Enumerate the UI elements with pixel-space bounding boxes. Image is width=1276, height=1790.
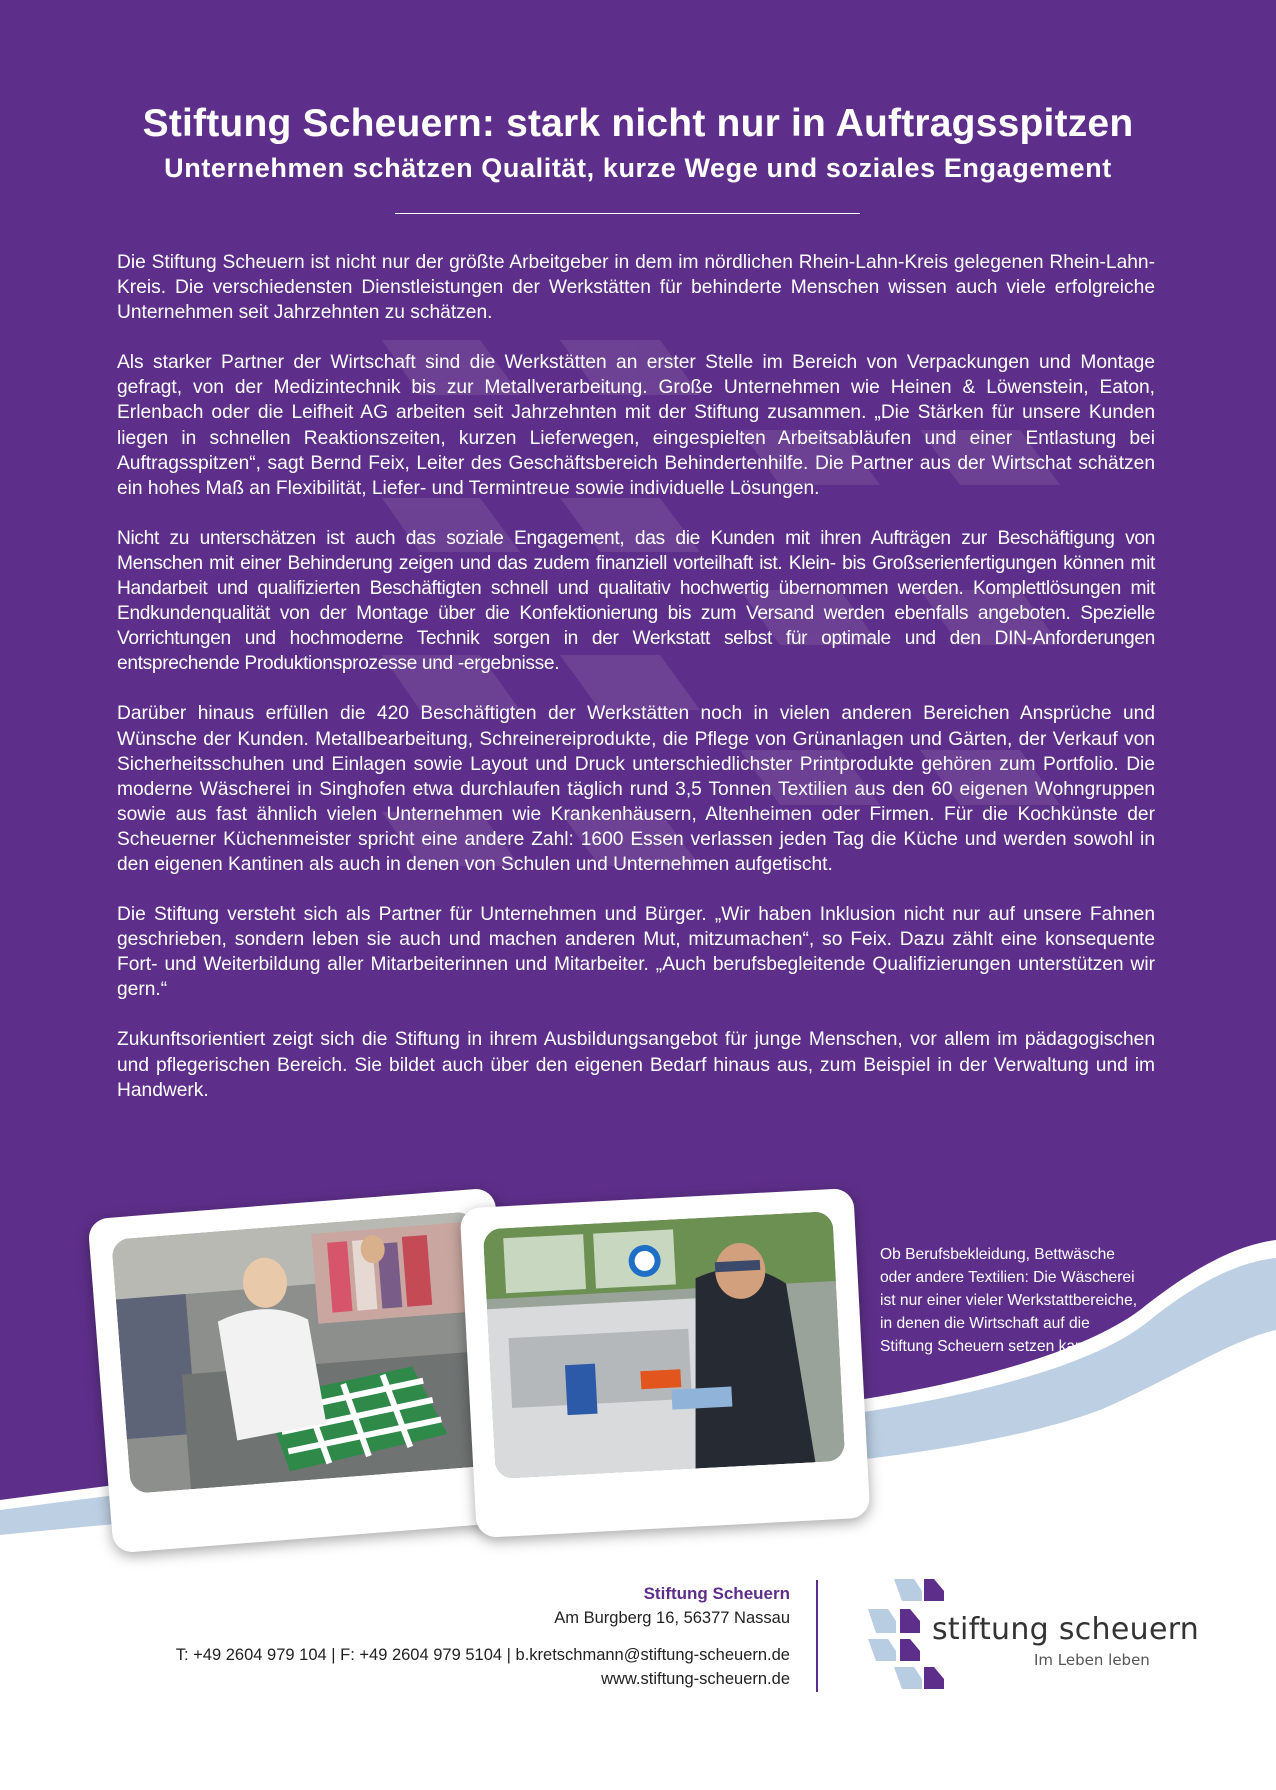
logo-tagline: Im Leben leben [1034, 1651, 1150, 1669]
headline-title: Stiftung Scheuern: stark nicht nur in Auftragsspitzen [142, 102, 1134, 145]
headline-subtitle: Unternehmen schätzen Qualität, kurze Wege und soziales Engagement [164, 153, 1112, 183]
logo-wordmark: stiftung scheuern [932, 1612, 1200, 1647]
contact-block [176, 1582, 790, 1691]
workshop-photo [483, 1211, 846, 1479]
caption-line: ist nur einer vieler Werkstattbereiche, [880, 1292, 1138, 1309]
caption-line: oder andere Textilien: Die Wäscherei [880, 1269, 1135, 1286]
contact-divider [816, 1580, 818, 1692]
article-paragraph: Nicht zu unterschätzen ist auch das soziale Engagement, das die Kunden mit ihren Aufträgen zur Beschäftigung von Menschen mit einer Behinderung zeigen und das zudem finanziell vorteilhaft ist. Klein- bis Großserienfertigungen können mit Handarbeit und qualifizierten Beschäftigten schnell und qualitativ hochwertig übernommen werden. Komplettlösungen mit Endkundenqualität von der Montage über die Konfektionierung bis zum Versand werden ebenfalls angeboten. Spezielle Vorrichtungen und hochmoderne Technik sorgen in der Werkstatt selbst für optimale und den DIN-Anforderungen entsprechende Produktionsprozesse und -ergebnisse. [117, 527, 1155, 675]
article-paragraph: Zukunftsorientiert zeigt sich die Stiftung in ihrem Ausbildungsangebot für junge Menschen, vor allem im pädagogischen und pflegerischen Bereich. Sie bildet auch über den eigenen Bedarf hinaus aus, zum Beispiel in der Verwaltung und im Handwerk. [117, 1029, 1155, 1101]
caption-line: in denen die Wirtschaft auf die [880, 1315, 1090, 1332]
contact-phone-email[interactable]: T: +49 2604 979 104 | F: +49 2604 979 5104 | b.kretschmann@stiftung-scheuern.de [175, 1646, 790, 1664]
article-paragraph: Als starker Partner der Wirtschaft sind die Werkstätten an erster Stelle im Bereich von Verpackungen und Montage gefragt, von der Medizintechnik bis zur Metallverarbeitung. Große Unternehmen wie Heinen & Löwenstein, Eaton, Erlenbach oder die Leifheit AG arbeiten seit Jahrzehnten mit der Stiftung zusammen. „Die Stärken für unsere Kunden liegen in schnellen Reaktionszeiten, kurzen Lieferwegen, eingespielten Arbeitsabläufen und einer Entlastung bei Auftragsspitzen“, sagt Bernd Feix, Leiter des Geschäftsbereich Behindertenhilfe. Die Partner aus der Wirtschat schätzen ein hohes Maß an Flexibilität, Liefer- und Termintreue sowie individuelle Lösungen. [117, 352, 1155, 499]
photo-frame-workshop [460, 1188, 871, 1538]
contact-spacer [176, 1630, 790, 1643]
article-paragraph: Darüber hinaus erfüllen die 420 Beschäftigten der Werkstätten noch in vielen anderen Bereichen Ansprüche und Wünsche der Kunden. Metallbearbeitung, Schreinereiprodukte, die Pflege von Grünanlagen und Gärten, der Verkauf von Sicherheitsschuhen und Einlagen sowie Layout und Druck unterschiedlichster Printprodukte gehören zum Portfolio. Die moderne Wäscherei in Singhofen etwa durchlaufen täglich rund 3,5 Tonnen Textilien aus den 60 eigenen Wohngruppen sowie aus fast ähnlich vielen Unternehmen wie Krankenhäusern, Altenheimen oder Firmen. Für die Kochkünste der Scheuerner Küchenmeister spricht eine andere Zahl: 1600 Essen verlassen jeden Tag die Küche und werden sowohl in den eigenen Kantinen als auch in denen von Schulen und Unternehmen aufgetischt. [117, 703, 1155, 875]
contact-website-link[interactable]: www.stiftung-scheuern.de [601, 1670, 790, 1688]
contact-org: Stiftung Scheuern [643, 1584, 790, 1603]
caption-line: Ob Berufsbekleidung, Bettwäsche [880, 1246, 1115, 1263]
article-paragraph: Die Stiftung versteht sich als Partner für Unternehmen und Bürger. „Wir haben Inklusion nicht nur auf unsere Fahnen geschrieben, sondern leben sie auch und machen anderen Mut, mitzumachen“, so Feix. Dazu zählt eine konsequente Fort- und Weiterbildung aller Mitarbeiterinnen und Mitarbeiter. „Auch berufsbegleitende Qualifizierungen unterstützen wir gern.“ [117, 904, 1155, 1001]
caption-line: Stiftung Scheuern setzen kann. [880, 1338, 1097, 1355]
title-divider [395, 213, 860, 214]
photo-caption [880, 1243, 1150, 1358]
contact-address: Am Burgberg 16, 56377 Nassau [554, 1609, 790, 1627]
laundry-photo [111, 1211, 494, 1494]
photo-frame-laundry [87, 1188, 520, 1554]
article-paragraph: Die Stiftung Scheuern ist nicht nur der größte Arbeitgeber in dem im nördlichen Rhein-Lahn-Kreis gelegenen Rhein-Lahn-Kreis. Die verschiedensten Dienstleistungen der Werkstätten für behinderte Menschen wissen auch viele erfolgreiche Unternehmen seit Jahrzehnten zu schätzen. [117, 252, 1155, 324]
article-body [117, 250, 1155, 1128]
